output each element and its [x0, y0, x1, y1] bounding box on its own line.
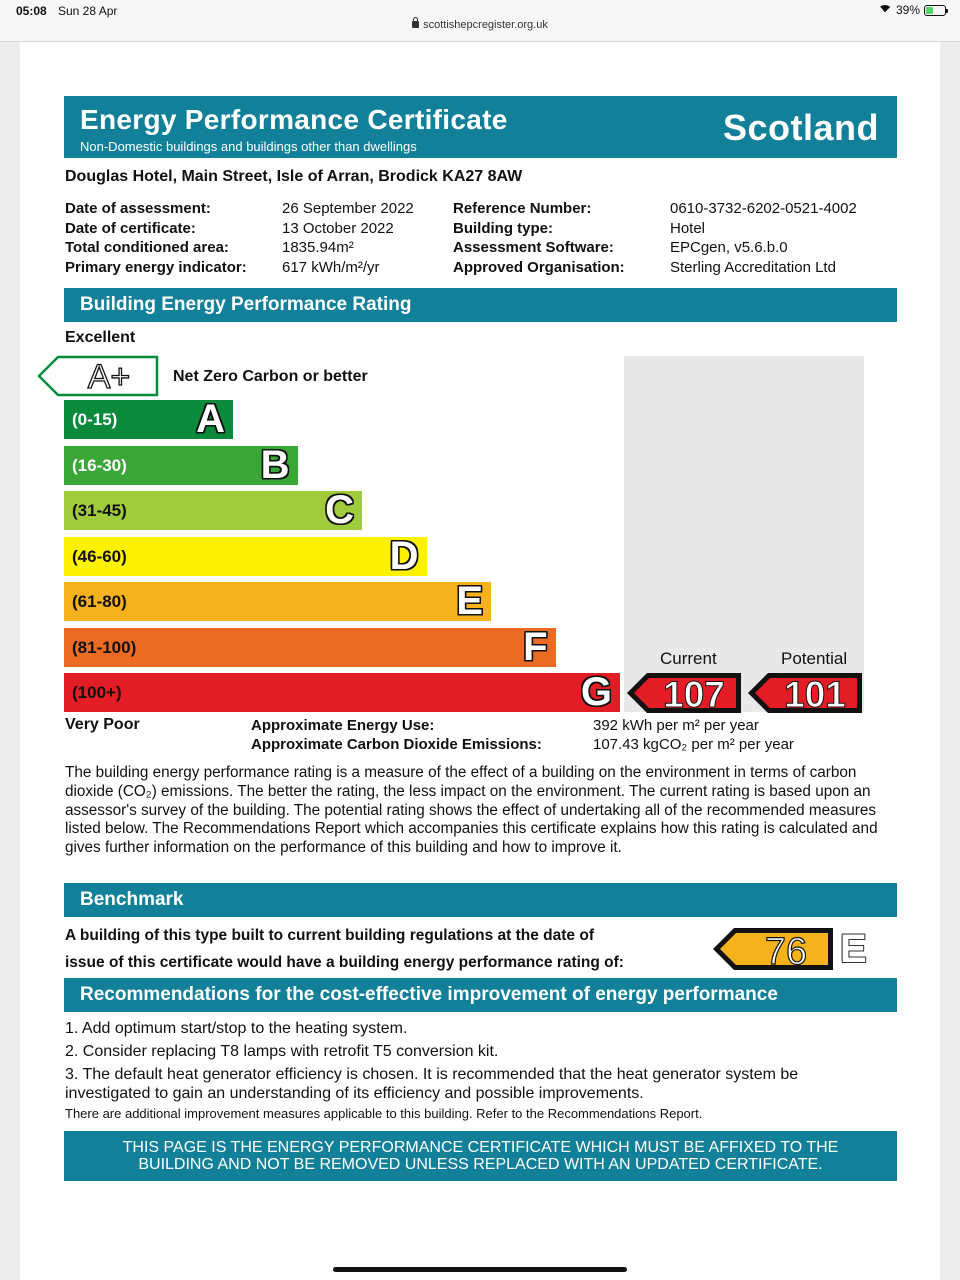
band-letter: C: [325, 488, 354, 532]
wifi-icon: [878, 5, 892, 15]
recommendation-item: 3. The default heat generator efficiency is chosen. It is recommended that the heat generator system be investigated to gain an understanding of its efficiency and possible improvements.: [65, 1066, 799, 1102]
rating-band-d: [64, 533, 427, 578]
certificate-subtitle: Non-Domestic buildings and buildings other than dwellings: [80, 139, 417, 154]
co2-value: 107.43 kgCO₂ per m² per year: [593, 736, 794, 753]
value-reference-number: 0610-3732-6202-0521-4002: [670, 200, 857, 217]
band-range: (0-15): [72, 410, 118, 429]
band-letter: B: [260, 442, 290, 487]
label-total-area: Total conditioned area:: [65, 239, 229, 256]
rating-description: The building energy performance rating is a measure of the effect of a building on the environment in terms of carbon dioxide (CO₂) emissions. The better the rating, the less impact on the environment. The current rating is based upon an assessor's survey of the building. The potential rating shows the effect of undertaking all of the recommended measures listed below. The Recommendations Report which accompanies this certificate explains how this rating is calculated and gives further information on the performance of this building and how to improve it.: [65, 764, 878, 857]
recommendation-item: 1. Add optimum start/stop to the heating system.: [65, 1020, 408, 1037]
benchmark-line-2: issue of this certificate would have a building energy performance rating of:: [65, 954, 624, 971]
value-date-of-assessment: 26 September 2022: [282, 200, 414, 217]
recommendations-heading: Recommendations for the cost-effective improvement of energy performance: [64, 978, 897, 1012]
benchmark-text: [65, 922, 624, 976]
rating-band-f: [64, 624, 556, 669]
band-letter: A: [196, 397, 225, 441]
aplus-band: [37, 355, 159, 397]
excellent-label: Excellent: [65, 329, 136, 346]
status-time: 05:08: [16, 4, 47, 18]
current-rating-tag: [626, 672, 742, 714]
status-date: Sun 28 Apr: [58, 4, 118, 18]
details-left-values: [282, 199, 414, 277]
details-right-labels: [453, 199, 625, 277]
footer-line-1: THIS PAGE IS THE ENERGY PERFORMANCE CERTIFICATE WHICH MUST BE AFFIXED TO THE: [122, 1139, 839, 1156]
recommendation-item: 2. Consider replacing T8 lamps with retrofit T5 conversion kit.: [65, 1043, 499, 1060]
value-assessment-software: EPCgen, v5.6.b.0: [670, 239, 788, 256]
rating-band-b: [64, 442, 298, 487]
label-approved-organisation: Approved Organisation:: [453, 258, 625, 276]
benchmark-heading: Benchmark: [64, 883, 897, 917]
energy-use-label: Approximate Energy Use:: [251, 717, 435, 734]
potential-rating-tag: [747, 672, 863, 714]
value-date-of-certificate: 13 October 2022: [282, 219, 394, 237]
label-primary-energy: Primary energy indicator:: [65, 258, 247, 276]
rating-band-a: [64, 397, 233, 441]
aplus-letter: A+: [87, 358, 131, 396]
certificate-page: [20, 42, 940, 1280]
recommendations-note: There are additional improvement measures applicable to this building. Refer to the Recommendations Report.: [65, 1106, 703, 1121]
rating-section-heading: Building Energy Performance Rating: [64, 288, 897, 322]
value-total-area: 1835.94m²: [282, 239, 354, 256]
benchmark-value: 76: [764, 931, 808, 971]
potential-label: Potential: [781, 649, 848, 668]
band-range: (31-45): [72, 501, 127, 520]
band-letter: G: [580, 670, 612, 714]
benchmark-line-1: A building of this type built to current building regulations at the date of: [65, 927, 594, 944]
rating-band-c: [64, 488, 362, 532]
band-range: (46-60): [72, 546, 127, 566]
address-bar[interactable]: [0, 19, 960, 31]
certificate-title: Energy Performance Certificate: [80, 104, 508, 135]
band-range: (100+): [72, 683, 122, 702]
band-range: (81-100): [72, 637, 137, 657]
country-label: Scotland: [722, 107, 879, 148]
band-range: (16-30): [72, 455, 127, 475]
lock-icon: [412, 21, 419, 28]
battery-percent: 39%: [895, 3, 920, 17]
battery-icon: [924, 5, 946, 16]
status-bar: [0, 0, 960, 42]
energy-use-value: 392 kWh per m² per year: [593, 717, 759, 734]
rating-band-e: [64, 579, 491, 623]
footer-line-2: BUILDING AND NOT BE REMOVED UNLESS REPLACED WITH AN UPDATED CERTIFICATE.: [138, 1156, 823, 1173]
certificate-footer: [64, 1131, 897, 1181]
band-letter: F: [523, 624, 548, 669]
band-range: (61-80): [72, 592, 127, 611]
benchmark-rating-tag: [712, 927, 834, 971]
label-date-of-certificate: Date of certificate:: [65, 219, 196, 237]
recommendations-list: [65, 1019, 885, 1107]
url-text: scottishepcregister.org.uk: [423, 19, 548, 31]
details-left-labels: [65, 199, 247, 277]
value-building-type: Hotel: [670, 219, 706, 237]
current-label: Current: [660, 649, 717, 668]
very-poor-label: Very Poor: [65, 716, 140, 733]
status-indicators: [878, 3, 946, 17]
potential-rating-value: 101: [784, 674, 846, 714]
net-zero-label: Net Zero Carbon or better: [173, 368, 368, 385]
band-letter: D: [389, 533, 419, 578]
label-assessment-software: Assessment Software:: [453, 239, 614, 256]
details-right-values: [670, 199, 857, 277]
label-reference-number: Reference Number:: [453, 200, 592, 217]
current-rating-value: 107: [663, 674, 725, 714]
label-date-of-assessment: Date of assessment:: [65, 200, 211, 217]
property-address: Douglas Hotel, Main Street, Isle of Arran, Brodick KA27 8AW: [65, 168, 523, 185]
co2-label: Approximate Carbon Dioxide Emissions:: [251, 736, 542, 753]
home-indicator[interactable]: [333, 1267, 627, 1272]
certificate-header: [64, 96, 897, 158]
value-primary-energy: 617 kWh/m²/yr: [282, 258, 380, 276]
rating-band-g: [64, 670, 620, 714]
label-building-type: Building type:: [453, 219, 553, 237]
value-approved-organisation: Sterling Accreditation Ltd: [670, 258, 836, 276]
band-letter: E: [456, 579, 483, 623]
benchmark-letter: E: [840, 927, 867, 971]
